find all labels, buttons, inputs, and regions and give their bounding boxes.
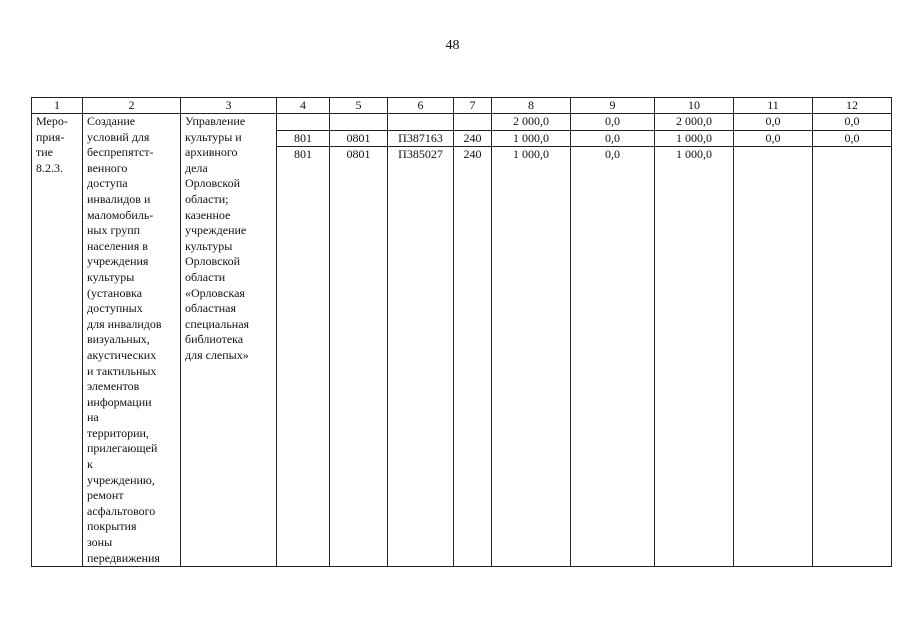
text-line: прия-	[36, 129, 65, 144]
text-line: беспрепятст-	[87, 145, 154, 160]
header-cell: 12	[813, 98, 892, 114]
text-line: Управление	[185, 114, 246, 128]
cell-vr	[454, 114, 492, 131]
text-line: элементов	[87, 379, 140, 394]
header-cell: 10	[655, 98, 734, 114]
cell-vr: 240	[454, 147, 492, 567]
header-cell: 3	[181, 98, 277, 114]
text-line: асфальтового	[87, 503, 156, 518]
budget-table	[31, 97, 892, 567]
header-cell: 1	[32, 98, 83, 114]
text-line: ремонт	[87, 488, 124, 503]
cell-local: 0,0	[734, 114, 813, 131]
text-line: ных групп	[87, 223, 141, 238]
text-line: инвалидов и	[87, 191, 151, 206]
cell-other: 0,0	[813, 130, 892, 147]
cell-cs: П385027	[388, 147, 454, 567]
cell-vr: 240	[454, 130, 492, 147]
text-line: населения в	[87, 238, 148, 253]
measure-description	[83, 114, 181, 567]
page-number: 48	[445, 38, 460, 53]
text-line: учреждение	[185, 223, 247, 238]
cell-gr	[277, 114, 330, 131]
text-line: доступа	[87, 176, 128, 191]
text-line: областная	[185, 301, 236, 316]
text-line: зоны	[87, 535, 113, 550]
text-line: покрытия	[87, 519, 137, 534]
text-line: визуальных,	[87, 332, 150, 347]
text-line: на	[87, 410, 99, 425]
cell-gr: 801	[277, 130, 330, 147]
text-line: архивного	[185, 145, 238, 160]
text-line: культуры	[87, 269, 135, 284]
cell-other	[813, 147, 892, 567]
text-line: культуры и	[185, 129, 242, 144]
text-line: маломобиль-	[87, 207, 154, 222]
text-line: учреждению,	[87, 472, 155, 487]
text-line: для слепых»	[185, 347, 249, 362]
text-line: для инвалидов	[87, 316, 162, 331]
cell-federal: 0,0	[571, 147, 655, 567]
cell-total: 1 000,0	[492, 130, 571, 147]
text-line: Меро-	[36, 114, 68, 128]
measure-executor	[181, 114, 277, 567]
text-line: учреждения	[87, 254, 149, 269]
text-line: области;	[185, 191, 229, 206]
text-line: прилегающей	[87, 441, 158, 456]
text-line: акустических	[87, 347, 157, 362]
text-line: доступных	[87, 301, 143, 316]
text-line: территории,	[87, 425, 149, 440]
text-line: Орловской	[185, 176, 241, 191]
cell-regional: 1 000,0	[655, 147, 734, 567]
cell-federal: 0,0	[571, 114, 655, 131]
table-row	[32, 114, 892, 131]
cell-federal: 0,0	[571, 130, 655, 147]
text-line: библиотека	[185, 332, 244, 347]
text-line: казенное	[185, 207, 231, 222]
cell-local: 0,0	[734, 130, 813, 147]
cell-cs: П387163	[388, 130, 454, 147]
text-line: «Орловская	[185, 285, 245, 300]
header-cell: 7	[454, 98, 492, 114]
text-line: культуры	[185, 238, 233, 253]
cell-rz: 0801	[330, 147, 388, 567]
text-line: и тактильных	[87, 363, 157, 378]
cell-gr: 801	[277, 147, 330, 567]
cell-regional: 2 000,0	[655, 114, 734, 131]
text-line: информации	[87, 394, 152, 409]
text-line: (установка	[87, 285, 143, 300]
cell-other: 0,0	[813, 114, 892, 131]
text-line: Создание	[87, 114, 136, 128]
header-cell: 11	[734, 98, 813, 114]
header-cell: 9	[571, 98, 655, 114]
header-cell: 8	[492, 98, 571, 114]
text-line: венного	[87, 160, 128, 175]
header-row	[32, 98, 892, 114]
cell-rz: 0801	[330, 130, 388, 147]
cell-local	[734, 147, 813, 567]
text-line: условий для	[87, 129, 150, 144]
cell-regional: 1 000,0	[655, 130, 734, 147]
cell-rz	[330, 114, 388, 131]
text-line: передвижения	[87, 550, 160, 565]
text-line: 8.2.3.	[36, 160, 63, 175]
text-line: к	[87, 457, 93, 472]
text-line: тие	[36, 145, 53, 160]
text-line: области	[185, 269, 226, 284]
header-cell: 2	[83, 98, 181, 114]
text-line: специальная	[185, 316, 250, 331]
text-line: Орловской	[185, 254, 241, 269]
header-cell: 4	[277, 98, 330, 114]
cell-total: 1 000,0	[492, 147, 571, 567]
cell-total: 2 000,0	[492, 114, 571, 131]
cell-cs	[388, 114, 454, 131]
text-line: дела	[185, 160, 208, 175]
header-cell: 5	[330, 98, 388, 114]
header-cell: 6	[388, 98, 454, 114]
measure-code	[32, 114, 83, 567]
